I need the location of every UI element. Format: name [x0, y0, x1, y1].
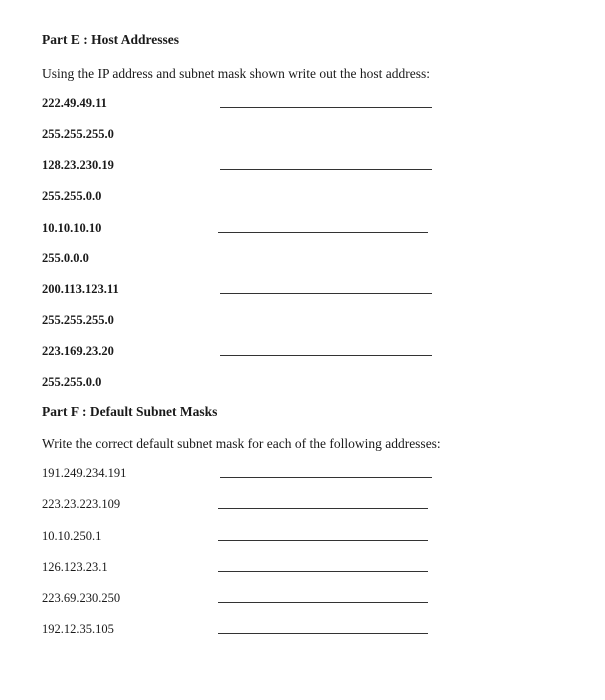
- part-e-mask-5: 255.255.0.0: [42, 375, 102, 389]
- part-f-instruction: Write the correct default subnet mask for each of the following addresses:: [42, 436, 441, 451]
- part-e-answer-line-4[interactable]: [220, 293, 432, 294]
- part-f-address-1: 191.249.234.191: [42, 466, 127, 480]
- part-f-answer-line-5[interactable]: [218, 602, 428, 603]
- part-e-mask-2: 255.255.0.0: [42, 189, 102, 203]
- part-f-answer-line-6[interactable]: [218, 633, 428, 634]
- part-f-address-2: 223.23.223.109: [42, 497, 121, 511]
- part-e-answer-line-3[interactable]: [218, 232, 428, 233]
- part-e-ip-1: 222.49.49.11: [42, 96, 107, 110]
- part-e-instruction: Using the IP address and subnet mask shown write out the host address:: [42, 66, 430, 81]
- part-f-answer-line-2[interactable]: [218, 508, 428, 509]
- part-f-answer-line-4[interactable]: [218, 571, 428, 572]
- part-e-ip-2: 128.23.230.19: [42, 158, 114, 172]
- part-e-heading: Part E : Host Addresses: [42, 32, 179, 47]
- part-e-mask-3: 255.0.0.0: [42, 251, 89, 265]
- part-e-ip-4: 200.113.123.11: [42, 282, 119, 296]
- part-f-answer-line-3[interactable]: [218, 540, 428, 541]
- part-e-answer-line-1[interactable]: [220, 107, 432, 108]
- part-f-heading: Part F : Default Subnet Masks: [42, 404, 218, 419]
- part-f-answer-line-1[interactable]: [220, 477, 432, 478]
- part-f-address-4: 126.123.23.1: [42, 560, 108, 574]
- part-f-address-6: 192.12.35.105: [42, 622, 114, 636]
- part-e-ip-5: 223.169.23.20: [42, 344, 114, 358]
- part-f-address-3: 10.10.250.1: [42, 529, 102, 543]
- part-e-answer-line-2[interactable]: [220, 169, 432, 170]
- part-f-address-5: 223.69.230.250: [42, 591, 121, 605]
- part-e-ip-3: 10.10.10.10: [42, 221, 102, 235]
- part-e-mask-4: 255.255.255.0: [42, 313, 114, 327]
- part-e-mask-1: 255.255.255.0: [42, 127, 114, 141]
- part-e-answer-line-5[interactable]: [220, 355, 432, 356]
